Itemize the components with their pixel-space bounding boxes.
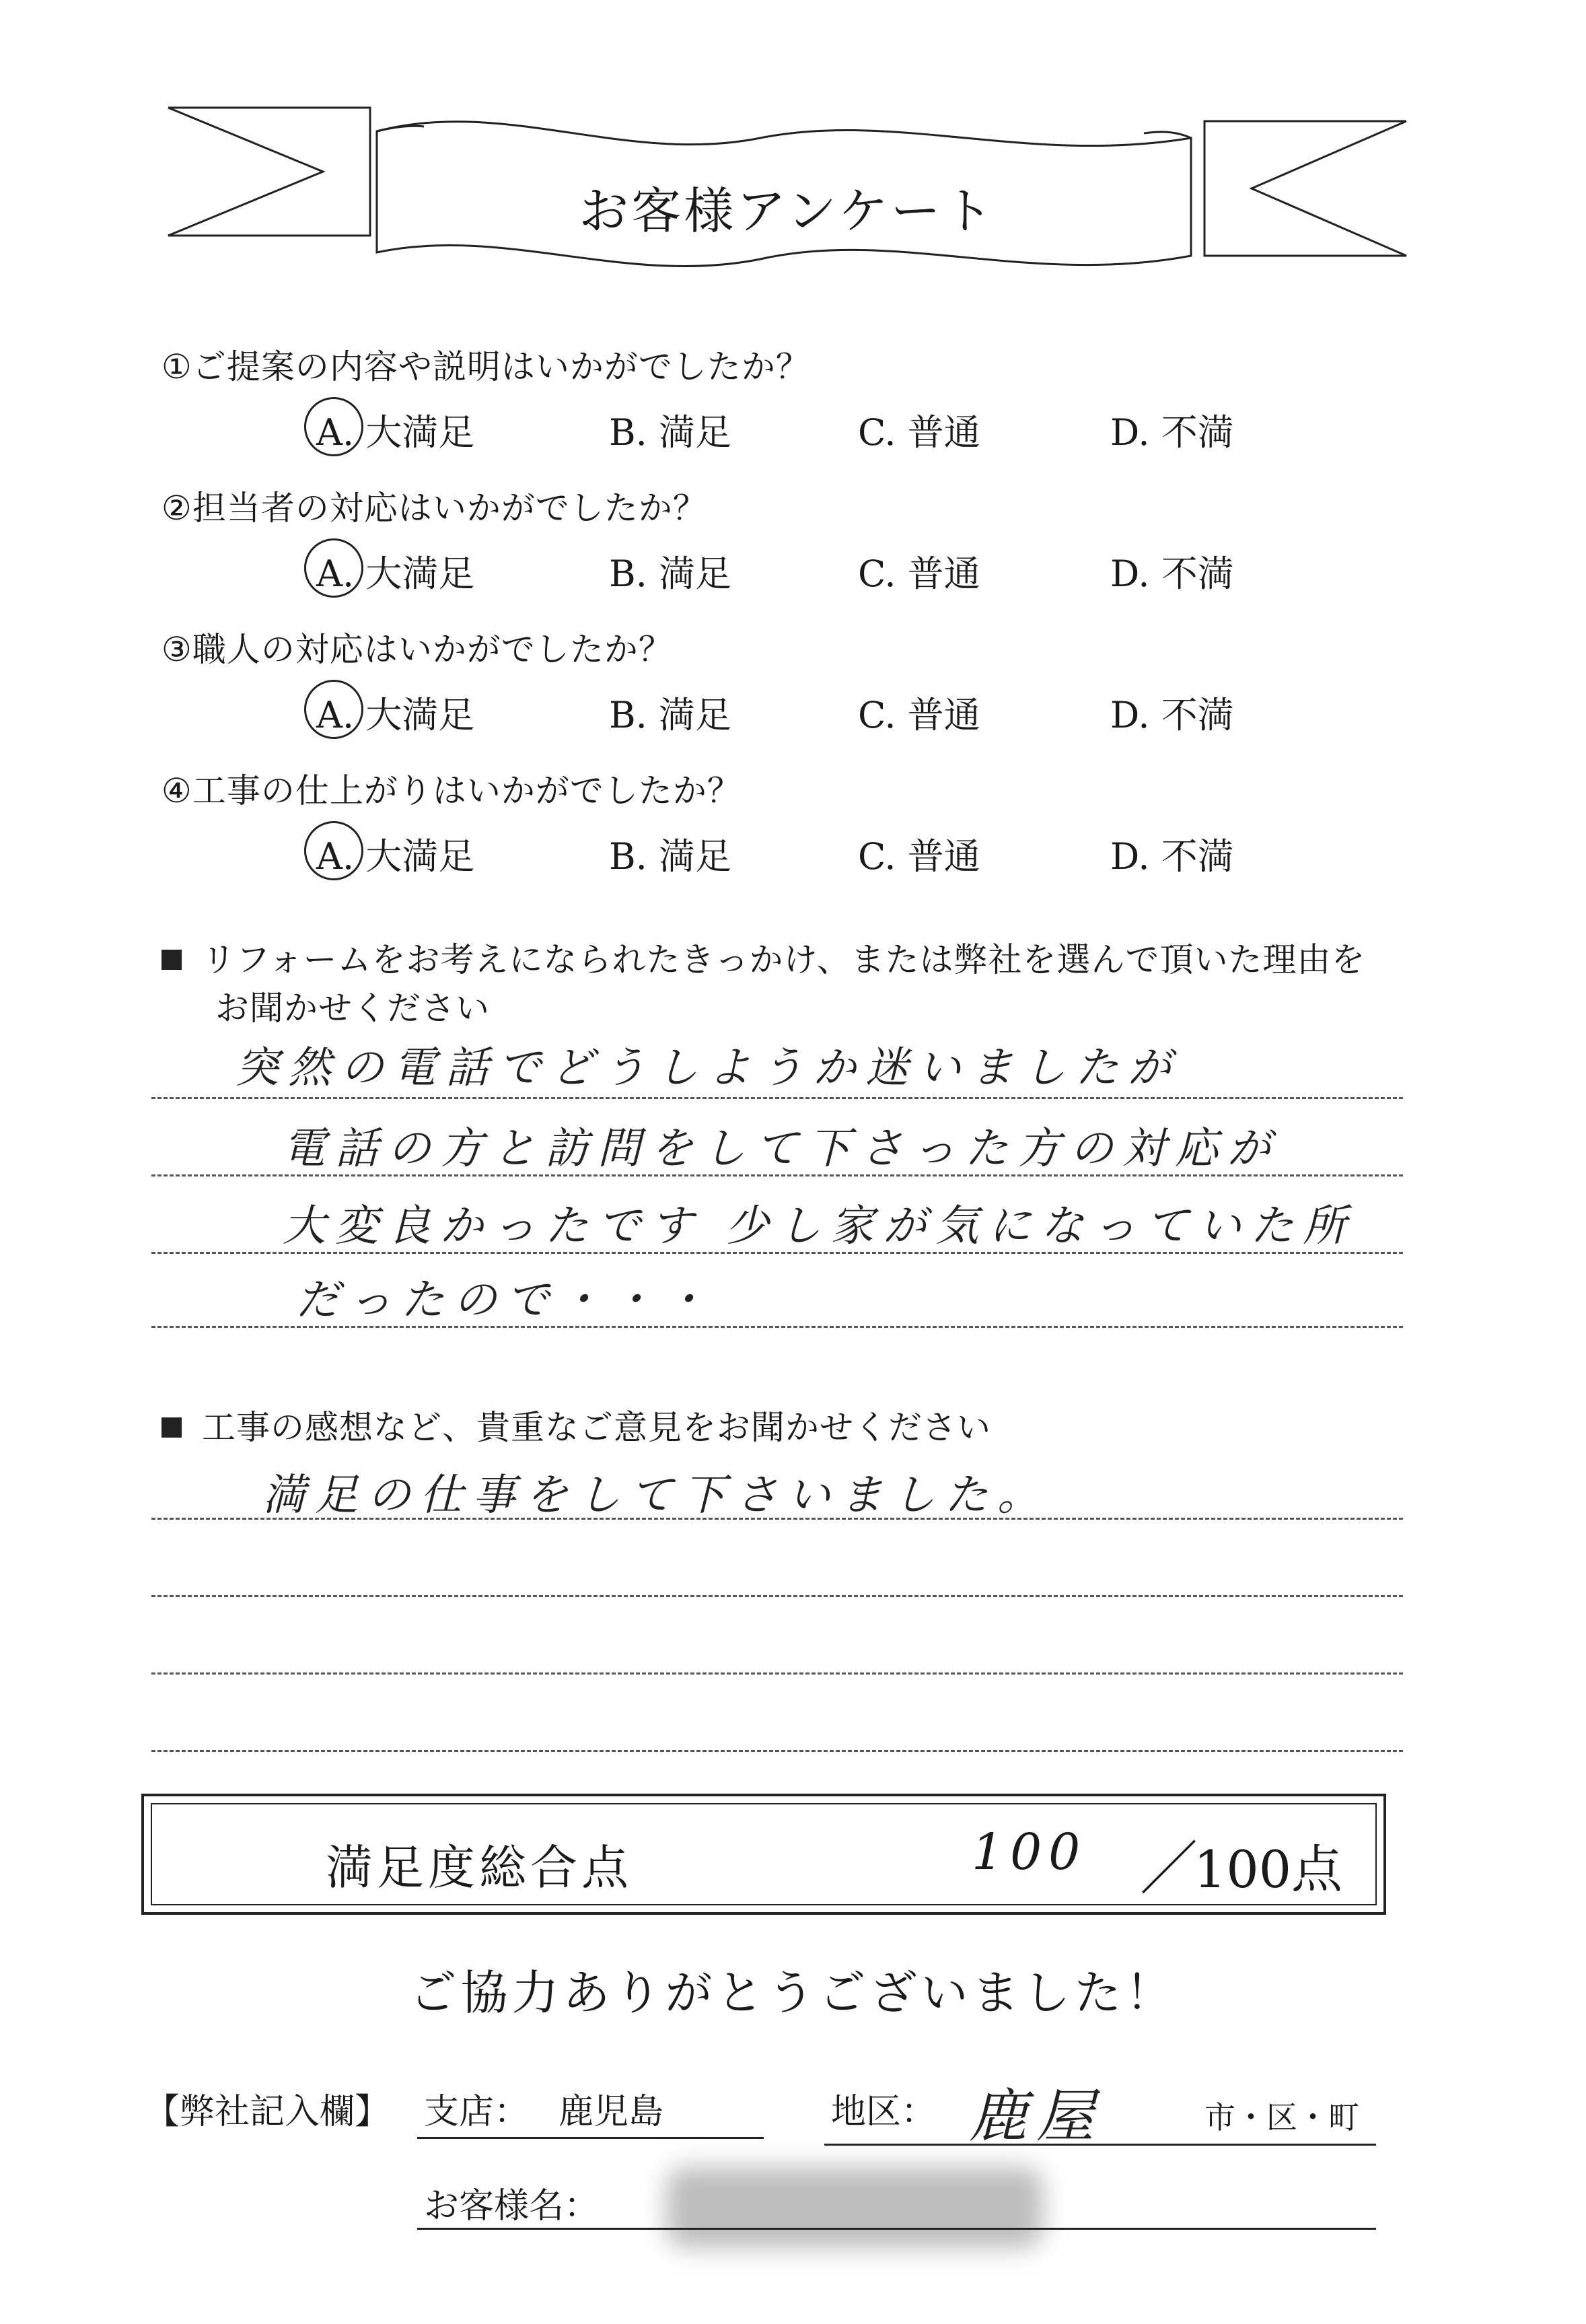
reason-prompt: リフォームをお考えになられたきっかけ、または弊社を選んで頂いた理由を お聞かせください bbox=[161, 936, 1440, 1032]
score-max: 100点 bbox=[1194, 1839, 1343, 1899]
district-value[interactable]: 鹿屋 bbox=[969, 2083, 1104, 2150]
thanks-message: ご協力ありがとうございました！ bbox=[409, 1965, 1177, 2020]
option-a[interactable]: A. 大満足 bbox=[316, 828, 474, 880]
reason-answer-line-1[interactable]: 突然の電話でどうしようか迷いましたが bbox=[236, 1043, 1180, 1093]
answer-dotted-line bbox=[151, 1174, 1403, 1176]
question-3 bbox=[161, 619, 1440, 754]
answer-dotted-line bbox=[151, 1595, 1403, 1597]
option-a[interactable]: A. 大満足 bbox=[316, 404, 474, 456]
answer-dotted-line bbox=[151, 1252, 1403, 1254]
reason-answer-line-2[interactable]: 電話の方と訪問をして下さった方の対応が bbox=[283, 1124, 1280, 1174]
office-use-label: 【弊社記入欄】 bbox=[145, 2092, 390, 2132]
question-2 bbox=[161, 478, 1440, 612]
branch-value[interactable]: 鹿児島 bbox=[558, 2092, 664, 2132]
option-c[interactable]: C. 普通 bbox=[858, 835, 980, 878]
option-c[interactable]: C. 普通 bbox=[858, 553, 980, 595]
question-text: ②担当者の対応はいかがでしたか？ bbox=[161, 489, 707, 528]
option-d[interactable]: D. 不満 bbox=[1110, 694, 1234, 736]
square-bullet-icon bbox=[161, 1417, 182, 1438]
answer-dotted-line bbox=[151, 1672, 1403, 1675]
reason-answer-line-3[interactable]: 大変良かったです 少し家が気になっていた所 bbox=[283, 1201, 1356, 1251]
question-1 bbox=[161, 337, 1440, 471]
option-a[interactable]: A. 大満足 bbox=[316, 545, 474, 597]
customer-name-underline bbox=[417, 2228, 1376, 2230]
square-bullet-icon bbox=[161, 950, 182, 970]
option-d[interactable]: D. 不満 bbox=[1110, 411, 1234, 454]
answer-dotted-line bbox=[151, 1750, 1403, 1752]
option-c[interactable]: C. 普通 bbox=[858, 411, 980, 454]
option-b[interactable]: B. 満足 bbox=[609, 694, 732, 736]
answer-options bbox=[161, 821, 1440, 895]
option-b[interactable]: B. 満足 bbox=[609, 553, 732, 595]
option-d[interactable]: D. 不満 bbox=[1110, 835, 1234, 878]
reason-answer-line-4[interactable]: だったので・・・ bbox=[296, 1275, 716, 1325]
feedback-answer-line-1[interactable]: 満足の仕事をして下さいました。 bbox=[262, 1471, 1050, 1520]
answer-dotted-line bbox=[151, 1097, 1403, 1099]
score-box bbox=[141, 1794, 1386, 1915]
option-d[interactable]: D. 不満 bbox=[1110, 553, 1234, 595]
question-text: ④工事の仕上がりはいかがでしたか？ bbox=[161, 771, 742, 810]
district-underline bbox=[824, 2144, 1376, 2146]
question-4 bbox=[161, 761, 1440, 895]
score-label: 満足度総合点 bbox=[326, 1840, 633, 1895]
option-b[interactable]: B. 満足 bbox=[609, 835, 732, 878]
answer-options bbox=[161, 680, 1440, 754]
score-slash: ／ bbox=[1140, 1835, 1198, 1903]
branch-label: 支店： bbox=[424, 2092, 530, 2132]
survey-title: お客様アンケート bbox=[579, 182, 996, 240]
title-banner bbox=[155, 101, 1420, 289]
feedback-prompt: 工事の感想など、貴重なご意見をお聞かせください bbox=[161, 1403, 1440, 1452]
district-label: 地区： bbox=[831, 2092, 937, 2132]
answer-dotted-line bbox=[151, 1326, 1403, 1328]
option-a[interactable]: A. 大満足 bbox=[316, 686, 474, 738]
district-suffix: 市・区・町 bbox=[1204, 2099, 1359, 2136]
question-text: ①ご提案の内容や説明はいかがでしたか？ bbox=[161, 347, 810, 386]
option-b[interactable]: B. 満足 bbox=[609, 411, 732, 454]
score-value[interactable]: 100 bbox=[972, 1823, 1087, 1881]
redacted-name bbox=[666, 2167, 1043, 2248]
option-c[interactable]: C. 普通 bbox=[858, 694, 980, 736]
question-text: ③職人の対応はいかがでしたか？ bbox=[161, 630, 673, 669]
customer-name-label: お客様名： bbox=[424, 2186, 600, 2226]
answer-options bbox=[161, 397, 1440, 471]
branch-underline bbox=[417, 2137, 764, 2139]
answer-options bbox=[161, 538, 1440, 612]
answer-dotted-line bbox=[151, 1518, 1403, 1520]
